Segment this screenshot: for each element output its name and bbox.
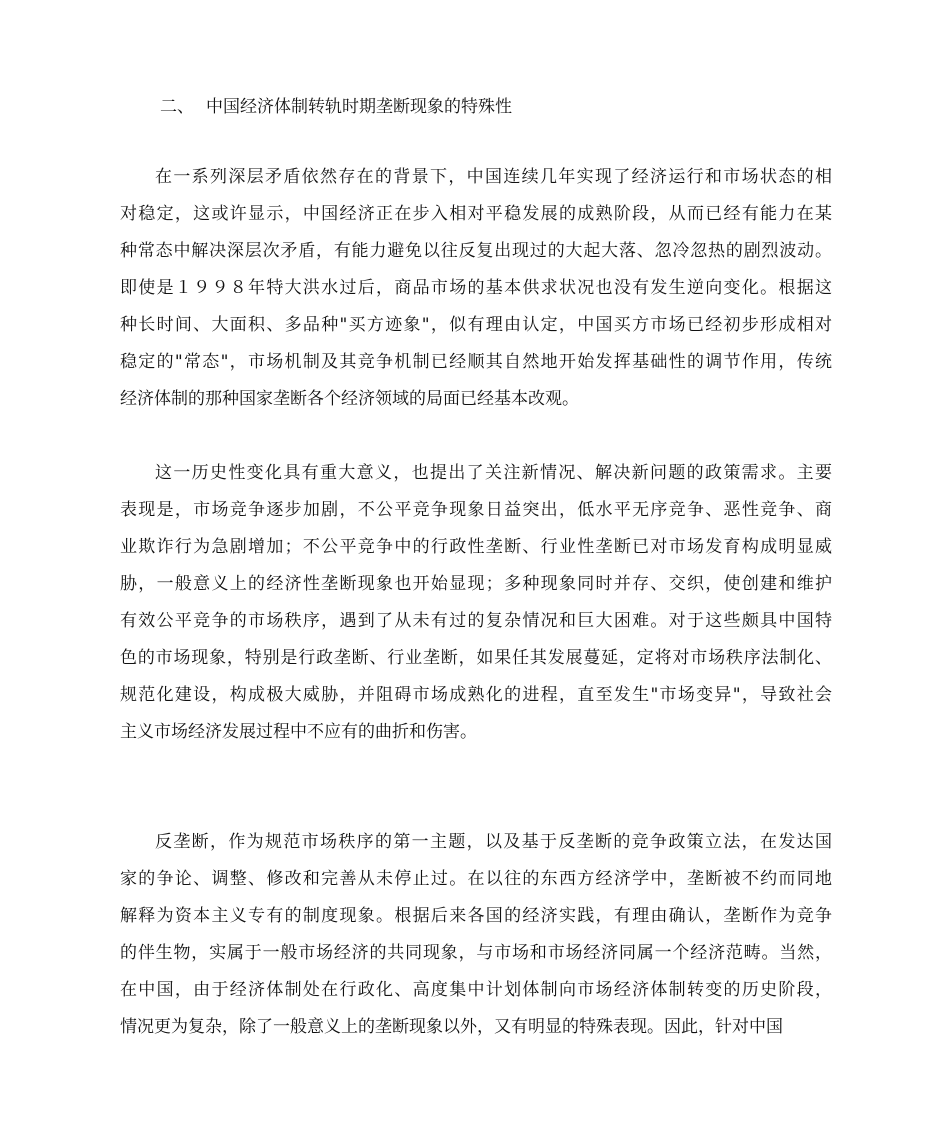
section-title: 中国经济体制转轨时期垄断现象的特殊性 bbox=[206, 97, 512, 117]
section-number: 二、 bbox=[160, 97, 194, 117]
text-line: 规范化建设，构成极大威胁，并阻碍市场成熟化的进程，直至发生"市场变异"，导致社会 bbox=[120, 685, 832, 705]
text-line: 即使是１９９８年特大洪水过后，商品市场的基本供求状况也没有发生逆向变化。根据这 bbox=[120, 278, 832, 298]
text-line: 在一系列深层矛盾依然存在的背景下，中国连续几年实现了经济运行和市场状态的相 bbox=[155, 167, 832, 187]
text-line: 的伴生物，实属于一般市场经济的共同现象，与市场和市场经济同属一个经济范畴。当然， bbox=[120, 943, 832, 963]
text-line: 稳定的"常态"，市场机制及其竞争机制已经顺其自然地开始发挥基础性的调节作用，传统 bbox=[120, 352, 832, 372]
text-line: 表现是，市场竞争逐步加剧，不公平竞争现象日益突出，低水平无序竞争、恶性竞争、商 bbox=[120, 500, 832, 520]
section-heading bbox=[160, 95, 512, 119]
paragraph bbox=[120, 824, 832, 1046]
text-line: 色的市场现象，特别是行政垄断、行业垄断，如果任其发展蔓延，定将对市场秩序法制化、 bbox=[120, 648, 832, 668]
paragraph bbox=[120, 455, 832, 751]
text-line: 对稳定，这或许显示，中国经济正在步入相对平稳发展的成熟阶段，从而已经有能力在某 bbox=[120, 204, 832, 224]
text-line: 在中国，由于经济体制处在行政化、高度集中计划体制向市场经济体制转变的历史阶段， bbox=[120, 980, 832, 1000]
text-line: 解释为资本主义专有的制度现象。根据后来各国的经济实践，有理由确认，垄断作为竞争 bbox=[120, 906, 832, 926]
text-line: 主义市场经济发展过程中不应有的曲折和伤害。 bbox=[120, 722, 477, 742]
text-line: 业欺诈行为急剧增加；不公平竞争中的行政性垄断、行业性垄断已对市场发育构成明显威 bbox=[120, 537, 832, 557]
text-line: 反垄断，作为规范市场秩序的第一主题，以及基于反垄断的竞争政策立法，在发达国 bbox=[155, 832, 832, 852]
text-line: 有效公平竞争的市场秩序，遇到了从未有过的复杂情况和巨大困难。对于这些颇具中国特 bbox=[120, 611, 832, 631]
text-line: 胁，一般意义上的经济性垄断现象也开始显现；多种现象同时并存、交织，使创建和维护 bbox=[120, 574, 832, 594]
text-line: 家的争论、调整、修改和完善从未停止过。在以往的东西方经济学中，垄断被不约而同地 bbox=[120, 869, 832, 889]
text-line: 这一历史性变化具有重大意义，也提出了关注新情况、解决新问题的政策需求。主要 bbox=[155, 463, 832, 483]
text-line: 情况更为复杂，除了一般意义上的垄断现象以外，又有明显的特殊表现。因此，针对中国 bbox=[120, 1017, 783, 1037]
text-line: 种常态中解决深层次矛盾，有能力避免以往反复出现过的大起大落、忽冷忽热的剧烈波动。 bbox=[120, 241, 832, 261]
paragraph bbox=[120, 159, 832, 418]
text-line: 种长时间、大面积、多品种"买方迹象"，似有理由认定，中国买方市场已经初步形成相对 bbox=[120, 315, 832, 335]
text-line: 经济体制的那种国家垄断各个经济领域的局面已经基本改观。 bbox=[120, 389, 579, 409]
